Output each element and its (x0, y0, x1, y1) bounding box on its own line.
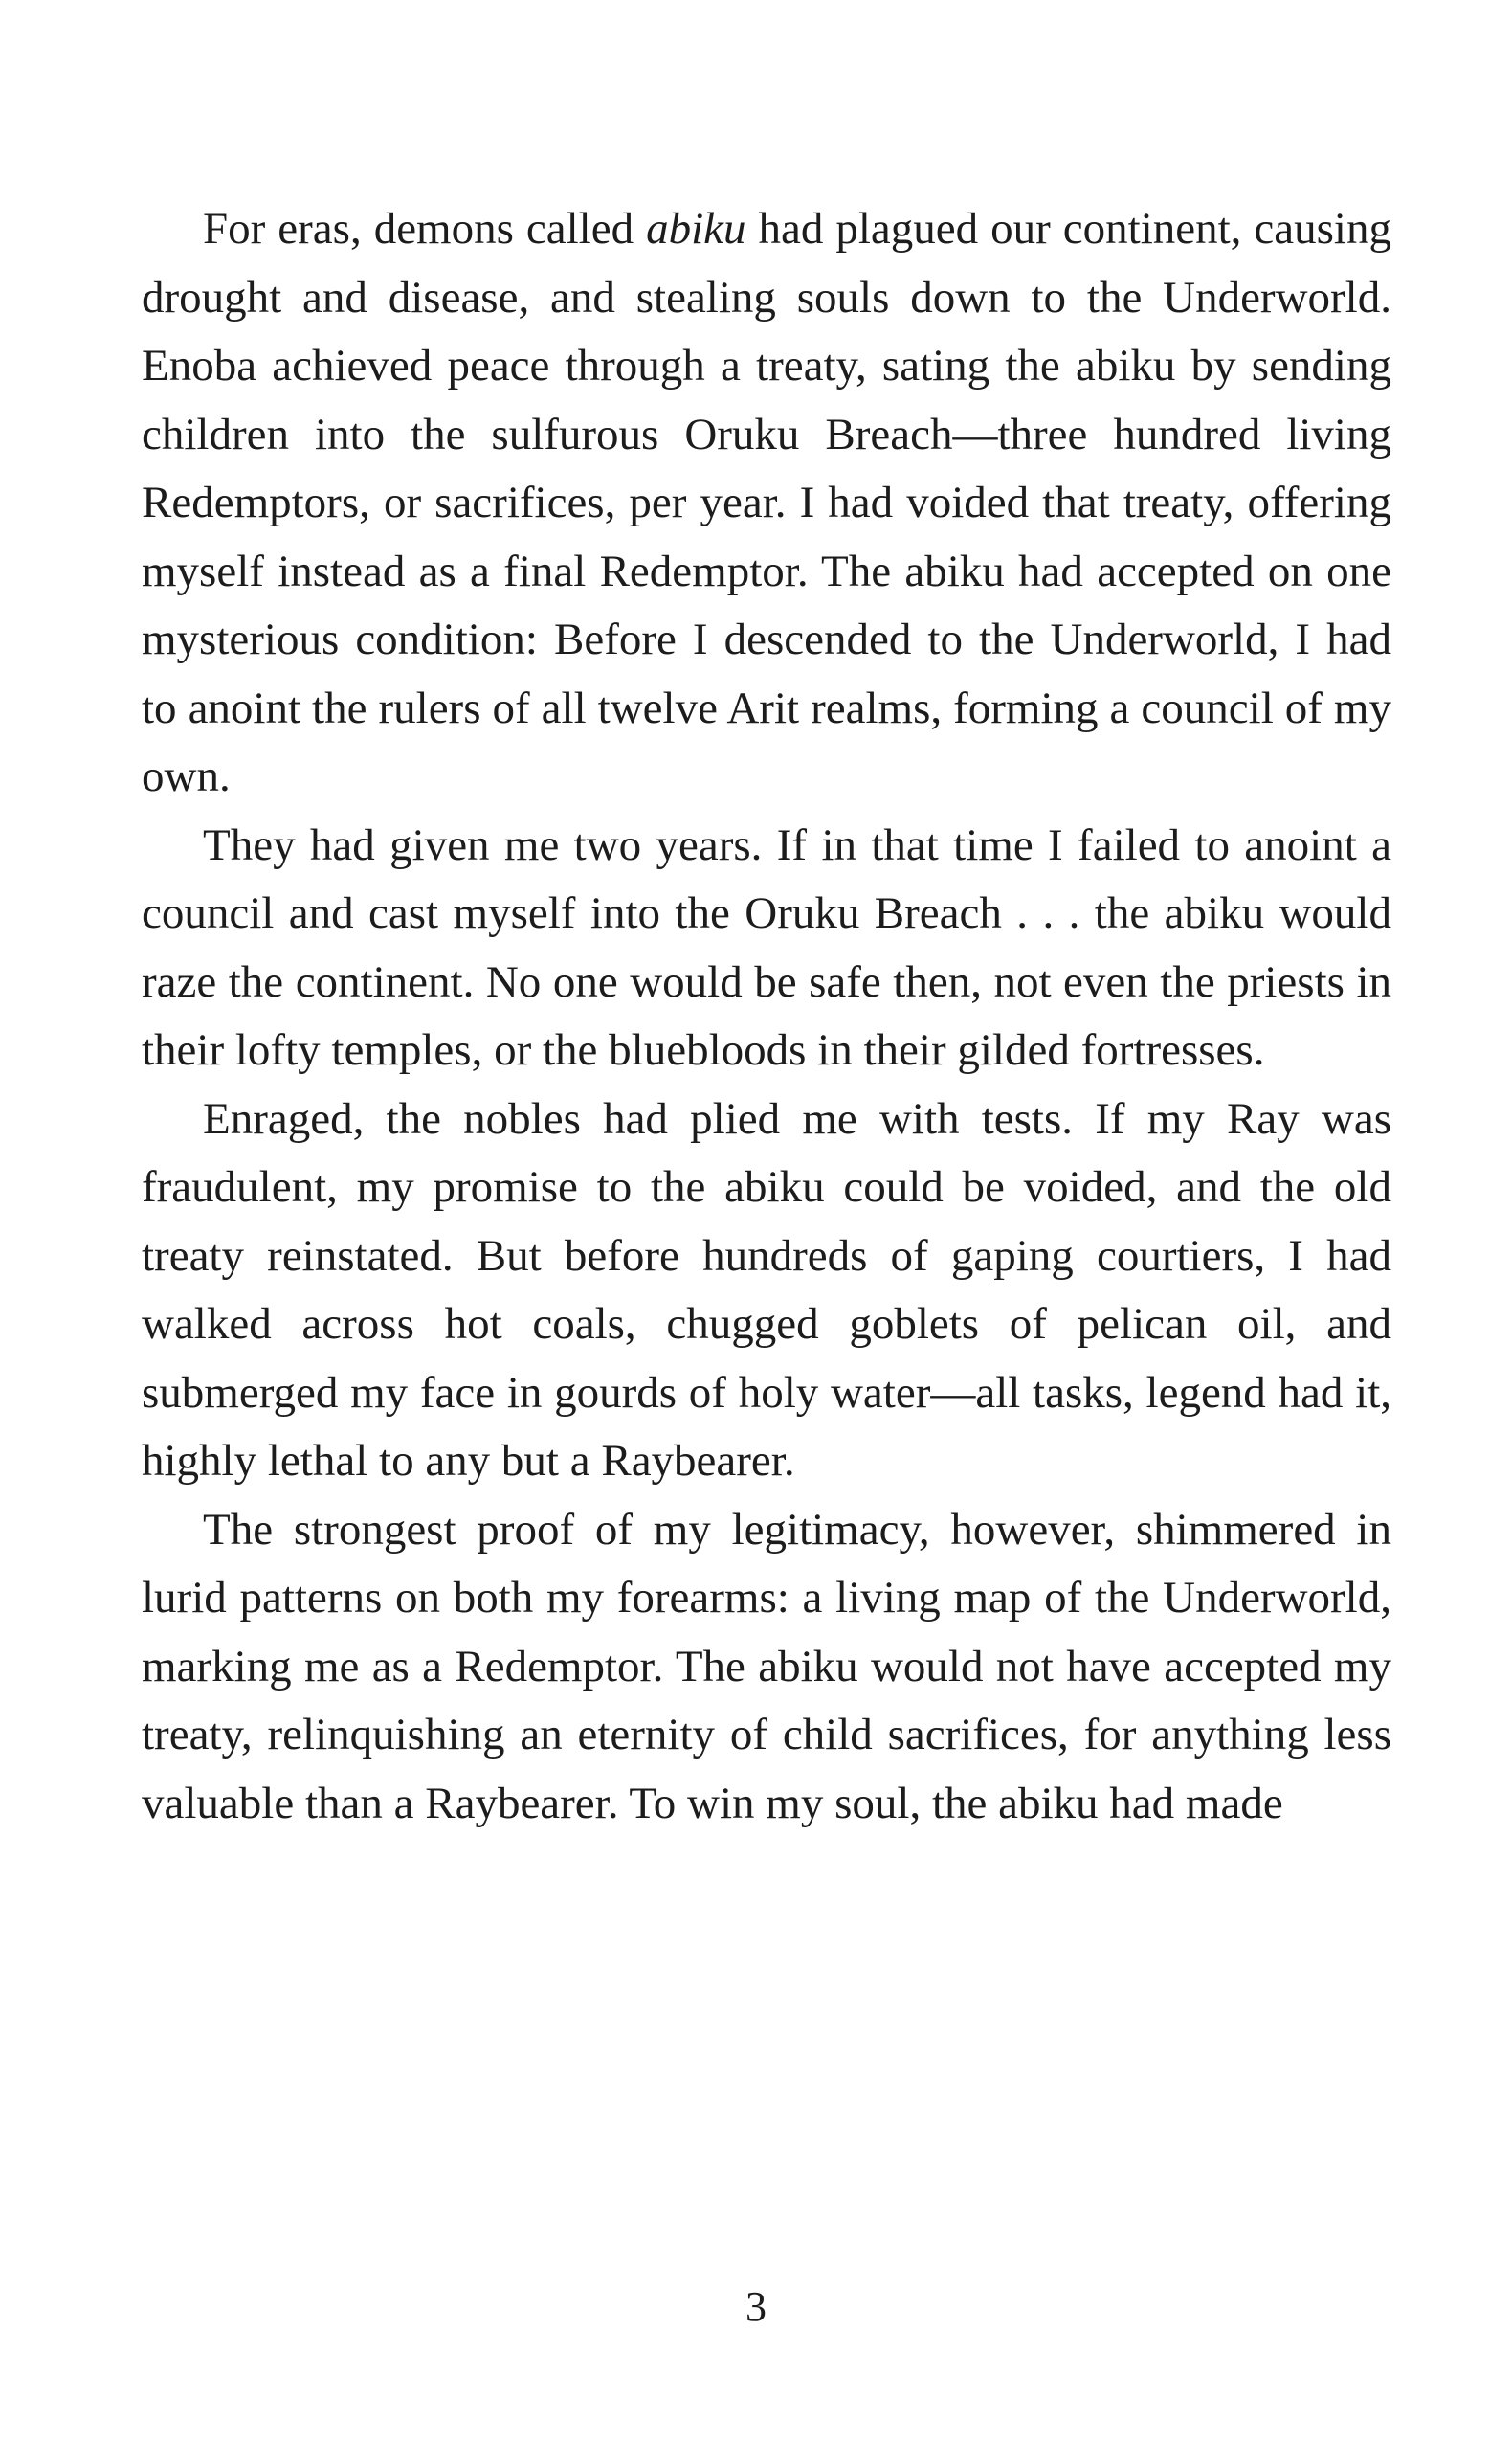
body-text (142, 195, 1391, 1838)
text-run: had plagued our continent, causing drought and disease, and stealing souls down to the Underworld. Enoba achieved peace through a treaty, sating the abiku by sending children into the sulfurous Oruku Breach—three hundred living Redemptors, or sacrifices, per year. I had voided that treaty, offering myself instead as a final Redemptor. The abiku had accepted on one mysterious condition: Before I descended to the Underworld, I had to anoint the rulers of all twelve Arit realms, forming a council of my own. (142, 204, 1391, 801)
text-run: For eras, demons called (203, 204, 647, 254)
italic-term: abiku (646, 204, 746, 254)
paragraph-1 (142, 195, 1391, 812)
paragraph-4 (142, 1496, 1391, 1839)
text-run: The strongest proof of my legitimacy, however, shimmered in lurid patterns on both my forearms: a living map of the Underworld, marking me as a Redemptor. The abiku would not have accepted my treaty, relinquishing an eternity of child sacrifices, for anything less valuable than a Raybearer. To win my soul, the abiku had made (142, 1504, 1391, 1828)
paragraph-3 (142, 1086, 1391, 1496)
page-number: 3 (745, 2283, 767, 2330)
text-run: Enraged, the nobles had plied me with tests. If my Ray was fraudulent, my promise to the abiku could be voided, and the old treaty reinstated. But before hundreds of gaping courtiers, I had walked across hot coals, chugged goblets of pelican oil, and submerged my face in gourds of holy water—all tasks, legend had it, highly lethal to any but a Raybearer. (142, 1093, 1391, 1486)
text-run: They had given me two years. If in that time I failed to anoint a council and cast myself into the Oruku Breach . . . the abiku would raze the continent. No one would be safe then, not even the priests in their lofty temples, or the bluebloods in their gilded fortresses. (142, 819, 1391, 1075)
paragraph-2 (142, 812, 1391, 1086)
